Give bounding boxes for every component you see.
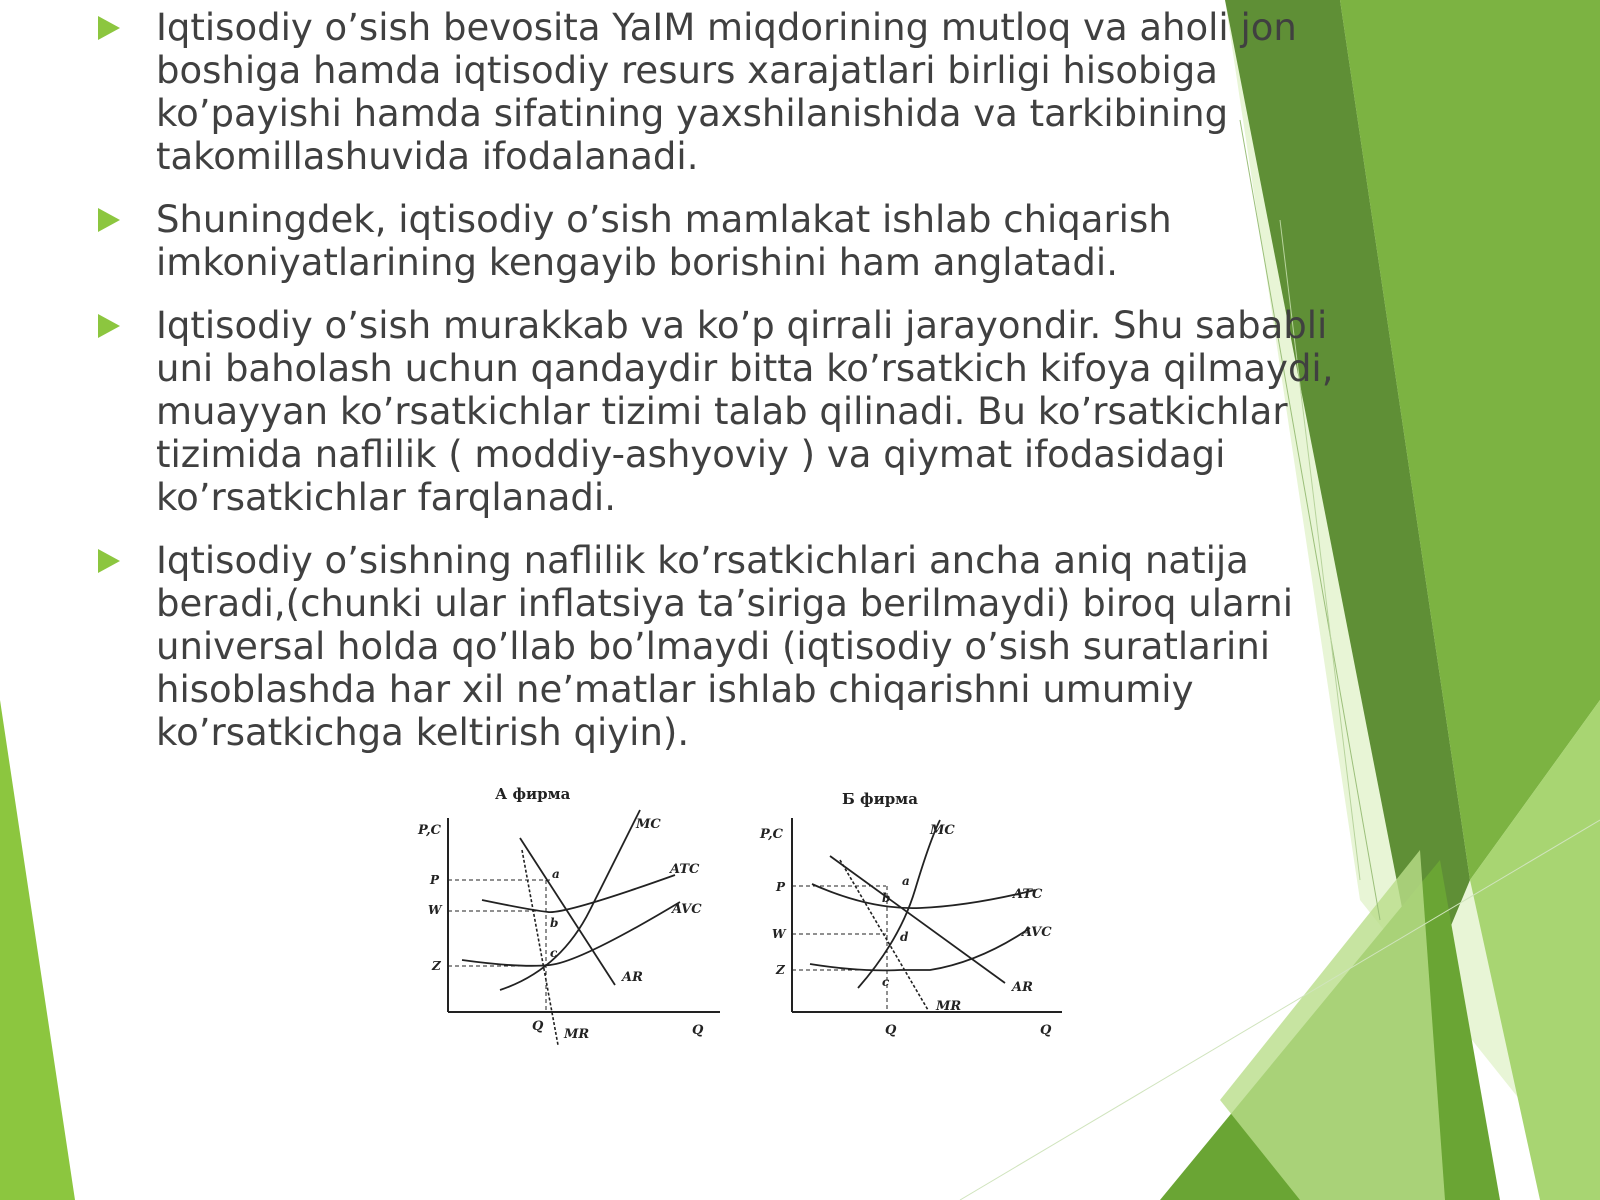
firm-b-point-b: b — [882, 891, 891, 905]
firm-b-mc-label: MC — [930, 823, 955, 838]
firm-a-atc-curve — [482, 875, 675, 912]
firm-a-q-mark: Q — [532, 1019, 544, 1034]
cost-curves-figure — [400, 780, 1100, 1060]
firm-a-atc-label: ATC — [670, 862, 700, 877]
firm-b-diagram — [759, 790, 1062, 1038]
firm-b-ar-curve — [830, 856, 1005, 983]
bullet-arrow-icon — [98, 208, 120, 232]
firm-a-point-a: a — [552, 867, 560, 881]
firm-b-ar-label: AR — [1012, 980, 1033, 995]
bullet-item — [96, 6, 1336, 178]
firm-a-mc-curve — [500, 810, 640, 990]
firm-b-x-axis-label: Q — [1040, 1023, 1052, 1038]
firm-a-point-b: b — [550, 916, 559, 930]
bullet-item — [96, 198, 1336, 284]
firm-b-level-p: P — [776, 880, 786, 894]
firm-a-mc-label: MC — [636, 817, 661, 832]
firm-b-avc-label: AVC — [1022, 925, 1052, 940]
bullet-text: Shuningdek, iqtisodiy o’sish mamlakat ishlab chiqarish imkoniyatlarining kengayib borishini ham anglatadi. — [156, 198, 1172, 284]
firm-b-point-a: a — [902, 874, 910, 888]
firm-b-title: Б фирма — [842, 790, 918, 808]
bullet-arrow-icon — [98, 314, 120, 338]
firm-b-atc-label: ATC — [1013, 887, 1043, 902]
bullet-text: Iqtisodiy o’sish bevosita YaIM miqdorining mutloq va aholi jon boshiga hamda iqtisodiy resurs xarajatlari birligi hisobiga ko’payishi hamda sifatining yaxshilanishida va tarkibining takomillashuvida ifodalanadi. — [156, 6, 1297, 178]
bullet-item — [96, 304, 1336, 519]
firm-a-avc-label: AVC — [672, 902, 702, 917]
firm-b-q-mark: Q — [885, 1023, 897, 1038]
bullet-arrow-icon — [98, 16, 120, 40]
firm-b-mr-label: MR — [936, 999, 962, 1014]
bullet-item — [96, 539, 1336, 754]
bullet-arrow-icon — [98, 549, 120, 573]
firm-a-ar-label: AR — [622, 970, 643, 985]
bullet-text: Iqtisodiy o’sish murakkab va ko’p qirrali jarayondir. Shu sababli uni baholash uchun qandaydir bitta ko’rsatkich kifoya qilmaydi, muayyan ko’rsatkichlar tizimi talab qilinadi. Bu ko’rsatkichlar tizimida naflilik ( moddiy-ashyoviy ) va qiymat ifodasidagi ko’rsatkichlar farqlanadi. — [156, 304, 1334, 519]
firm-a-y-axis-label: P,C — [418, 823, 441, 838]
firm-a-level-w: W — [428, 903, 442, 917]
firm-a-title: А фирма — [495, 785, 571, 803]
firm-a-level-z: Z — [432, 959, 441, 973]
bullet-text: Iqtisodiy o’sishning naflilik ko’rsatkichlari ancha aniq natija beradi,(chunki ular inflatsiya ta’siriga berilmaydi) biroq ularni universal holda qo’llab bo’lmaydi (iqtisodiy o’sish suratlarini hisoblashda har xil ne’matlar ishlab chiqarishni umumiy ko’rsatkichga keltirish qiyin). — [156, 539, 1293, 754]
firm-a-point-c: c — [550, 946, 558, 960]
firm-b-level-w: W — [772, 927, 786, 941]
firm-a-diagram — [417, 785, 720, 1045]
firm-a-mr-label: MR — [564, 1027, 590, 1042]
firm-a-x-axis-label: Q — [692, 1023, 704, 1038]
firm-a-avc-curve — [462, 902, 680, 966]
bg-left-green-wedge — [0, 700, 75, 1200]
bullet-list — [96, 6, 1336, 774]
firm-b-point-d: d — [900, 930, 909, 944]
firm-b-y-axis-label: P,C — [760, 827, 783, 842]
firm-b-point-c: c — [882, 975, 890, 989]
firm-b-atc-curve — [812, 884, 1035, 908]
firm-a-level-p: P — [430, 873, 440, 887]
firm-b-level-z: Z — [776, 963, 785, 977]
